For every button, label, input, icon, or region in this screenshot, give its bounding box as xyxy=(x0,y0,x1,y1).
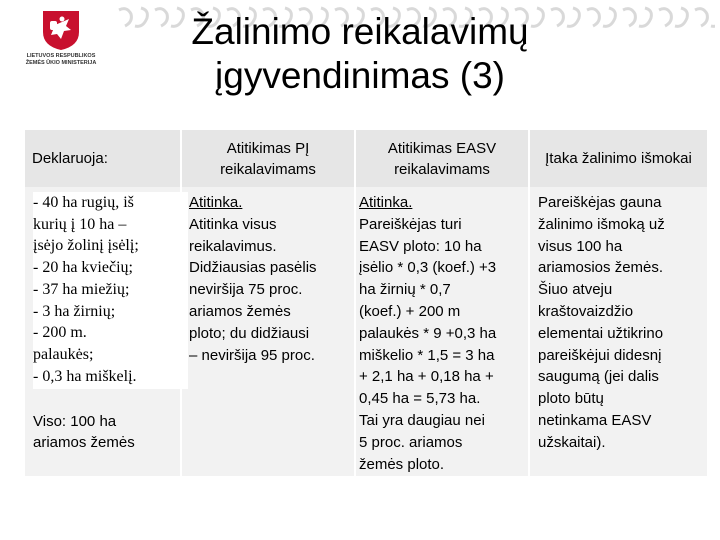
header-deklaruoja xyxy=(25,130,180,187)
coat-of-arms-vytis-icon xyxy=(40,8,82,52)
list-item: palaukės; xyxy=(33,345,94,363)
list-item: - 40 ha rugių, iš xyxy=(33,194,134,211)
header-easv xyxy=(356,130,528,187)
text-line: (koef.) + 200 m xyxy=(359,302,461,320)
text-line: palaukės * 9 +0,3 ha xyxy=(359,324,497,342)
pi-compliance-text xyxy=(189,192,317,366)
text-line: neviršija 75 proc. xyxy=(189,281,303,299)
text-line: ariamos žemės xyxy=(189,302,291,320)
list-item: - 200 m. xyxy=(33,324,87,342)
text-line: EASV ploto: 10 ha xyxy=(359,237,482,255)
text-line: Didžiausias pasėlis xyxy=(189,259,317,277)
text-line: Atitinka visus xyxy=(189,215,277,233)
compliance-status: Atitinka. xyxy=(189,194,243,211)
header-label: Deklaruoja: xyxy=(32,150,108,167)
logo-line: LIETUVOS RESPUBLIKOS xyxy=(26,53,96,59)
logo-caption xyxy=(20,53,102,66)
text-line: reikalavimus. xyxy=(189,237,277,255)
text-line: 0,45 ha = 5,73 ha. xyxy=(359,390,481,408)
text-line: Šiuo atveju xyxy=(538,281,613,299)
list-item: - 0,3 ha miškelį. xyxy=(33,367,137,385)
title-line: Žalinimo reikalavimų xyxy=(191,11,529,52)
list-item: - 37 ha miežių; xyxy=(33,280,130,298)
text-line: ploto būtų xyxy=(538,390,604,408)
text-line: saugumą (jei dalis xyxy=(538,368,659,386)
text-line: pareiškėjui didesnį xyxy=(538,346,662,364)
text-line: visus 100 ha xyxy=(538,237,623,255)
text-line: + 2,1 ha + 0,18 ha + xyxy=(359,368,494,386)
header-itaka xyxy=(530,130,707,187)
text-line: ha žirnių * 0,7 xyxy=(359,281,451,299)
easv-compliance-text xyxy=(359,192,496,475)
text-line: ariamosios žemės. xyxy=(538,259,664,277)
compliance-status: Atitinka. xyxy=(359,194,413,211)
header-pi xyxy=(182,130,354,187)
text-line: miškelio * 1,5 = 3 ha xyxy=(359,346,495,364)
total-line: ariamos žemės xyxy=(33,434,135,451)
text-line: žemės ploto. xyxy=(359,455,445,473)
header-label: Atitikimas PĮ reikalavimams xyxy=(220,139,316,178)
declared-crops-list xyxy=(33,192,188,389)
text-line: Tai yra daugiau nei xyxy=(359,411,485,429)
list-item: kurių į 10 ha – xyxy=(33,215,127,233)
payment-impact-text xyxy=(538,192,665,454)
declared-total xyxy=(33,411,183,453)
text-line: netinkama EASV xyxy=(538,411,652,429)
text-line: Pareiškėjas gauna xyxy=(538,194,662,211)
logo-line: ŽEMĖS ŪKIO MINISTERIJA xyxy=(25,59,97,66)
text-line: kraštovaizdžio xyxy=(538,302,634,320)
text-line: įsėlio * 0,3 (koef.) +3 xyxy=(359,259,497,277)
text-line: žalinimo išmoką už xyxy=(538,215,665,233)
header-label: Atitikimas EASV reikalavimams xyxy=(387,139,497,178)
text-line: Pareiškėjas turi xyxy=(359,215,462,233)
list-item: - 20 ha kviečių; xyxy=(33,259,133,277)
text-line: užskaitai). xyxy=(538,433,606,451)
text-line: ploto; du didžiausi xyxy=(189,324,310,342)
list-item: įsėjo žolinį įsėlį; xyxy=(33,237,139,255)
page-title xyxy=(140,10,580,98)
text-line: 5 proc. ariamos xyxy=(359,433,463,451)
ministry-logo xyxy=(20,8,102,72)
list-item: - 3 ha žirnių; xyxy=(33,302,116,320)
title-line: įgyvendinimas (3) xyxy=(215,55,505,96)
text-line: elementai užtikrino xyxy=(538,324,664,342)
total-line: Viso: 100 ha xyxy=(33,413,117,430)
header-label: Įtaka žalinimo išmokai xyxy=(545,150,692,167)
text-line: – neviršija 95 proc. xyxy=(189,346,315,364)
